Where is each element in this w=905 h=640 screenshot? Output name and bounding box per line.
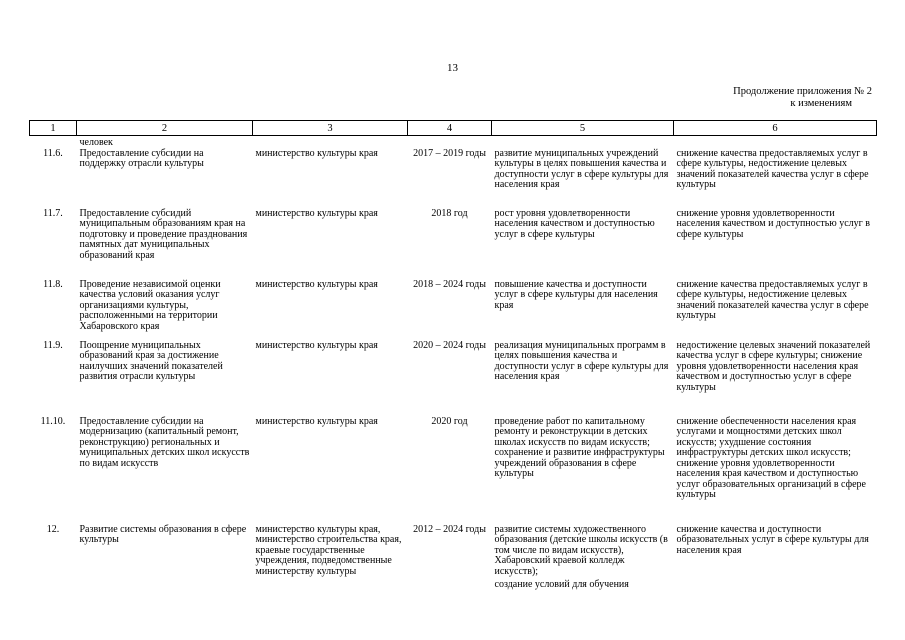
row-executor: министерство культуры края bbox=[255, 278, 378, 290]
row-number: 12. bbox=[46, 523, 60, 535]
continuation-text: человек bbox=[79, 137, 113, 148]
row-period: 2018 – 2024 годы bbox=[413, 278, 486, 290]
row-result: проведение работ по капитальному ремонту и реконструкции в детских школах искусств по видам искусств; сохранение и развитие инфраструктуры учреждений образования в сфере культуры bbox=[494, 415, 665, 479]
header-cell-1: 1 bbox=[30, 121, 77, 136]
row-result: повышение качества и доступности услуг в сфере культуры для населения края bbox=[494, 278, 658, 311]
row-result bbox=[492, 525, 674, 591]
row-event: Предоставление субсидий муниципальным образованиям края на подготовку и проведение празднования памятных дат муниципальных образований края bbox=[79, 207, 248, 261]
row-consequence: снижение обеспеченности населения края услугами и мощностями детских школ искусств; ухудшение состояния инфраструктуры детских школ искусств; снижение уровня удовлетворенности населения края качеством и доступностью услуг образовательных организаций в сфере культуры bbox=[676, 415, 866, 500]
annex-line-2: к изменениям bbox=[790, 98, 852, 109]
measures-table bbox=[29, 120, 877, 591]
row-period: 2012 – 2024 годы bbox=[413, 523, 486, 535]
row-event: Проведение независимой оценки качества условий оказания услуг организациями культуры, расположенными на территории Хабаровского края bbox=[79, 278, 221, 332]
table-row bbox=[30, 209, 877, 280]
table-row bbox=[30, 417, 877, 525]
row-number: 11.8. bbox=[43, 278, 63, 290]
row-consequence: снижение качества предоставляемых услуг в сфере культуры, недостижение целевых значений показателей качества услуг в сфере культуры bbox=[676, 147, 869, 190]
row-event: Развитие системы образования в сфере культуры bbox=[79, 523, 247, 545]
continuation-row bbox=[30, 136, 877, 149]
row-executor: министерство культуры края bbox=[255, 339, 378, 351]
row-consequence: снижение качества и доступности образовательных услуг в сфере культуры для населения края bbox=[676, 523, 869, 556]
table-row bbox=[30, 525, 877, 591]
header-cell-5: 5 bbox=[492, 121, 674, 136]
row-result-part-1: развитие системы художественного образования (детские школы искусств (в том числе по видам искусств), Хабаровский краевой колледж искусств); bbox=[494, 523, 668, 577]
row-result: рост уровня удовлетворенности населения качеством и доступностью услуг в сфере культуры bbox=[494, 207, 655, 240]
row-event: Предоставление субсидии на поддержку отрасли культуры bbox=[79, 147, 204, 169]
header-row bbox=[30, 121, 877, 136]
row-result: развитие муниципальных учреждений культуры в целях повышения качества и доступности услуг в сфере культуры для населения края bbox=[494, 147, 669, 190]
row-consequence: снижение уровня удовлетворенности населения качеством и доступностью услуг в сфере культуры bbox=[676, 207, 870, 240]
row-period: 2020 год bbox=[431, 415, 468, 427]
row-event: Поощрение муниципальных образований края за достижение наилучших значений показателей развития отрасли культуры bbox=[79, 339, 223, 382]
header-cell-4: 4 bbox=[408, 121, 492, 136]
table-row bbox=[30, 149, 877, 209]
page-number: 13 bbox=[447, 62, 458, 74]
row-consequence: недостижение целевых значений показателей качества услуг в сфере культуры; снижение уровня удовлетворенности населения края качеством и доступностью услуг в сфере культуры bbox=[676, 339, 871, 393]
row-result-part-2: создание условий для обучения bbox=[494, 579, 629, 590]
row-period: 2017 – 2019 годы bbox=[413, 147, 486, 159]
row-result: реализация муниципальных программ в целях повышения качества и доступности услуг в сфере культуры для населения края bbox=[494, 339, 669, 382]
row-event: Предоставление субсидии на модернизацию (капитальный ремонт, реконструкцию) региональных и муниципальных детских школ искусств по видам искусств bbox=[79, 415, 250, 469]
row-number: 11.10. bbox=[40, 415, 66, 427]
annex-line-1: Продолжение приложения № 2 bbox=[733, 86, 872, 97]
header-cell-3: 3 bbox=[253, 121, 408, 136]
row-number: 11.9. bbox=[43, 339, 63, 351]
row-executor: министерство культуры края bbox=[255, 415, 378, 427]
table-row bbox=[30, 280, 877, 341]
header-cell-6: 6 bbox=[674, 121, 877, 136]
row-executor: министерство культуры края, министерство строительства края, краевые государственные учреждения, подведомственные министерству культуры bbox=[255, 523, 402, 577]
row-number: 11.6. bbox=[43, 147, 63, 159]
row-number: 11.7. bbox=[43, 207, 63, 219]
row-executor: министерство культуры края bbox=[255, 147, 378, 159]
header-cell-2: 2 bbox=[77, 121, 253, 136]
table-row bbox=[30, 341, 877, 417]
annex-caption bbox=[733, 86, 872, 110]
row-executor: министерство культуры края bbox=[255, 207, 378, 219]
row-period: 2018 год bbox=[431, 207, 468, 219]
row-period: 2020 – 2024 годы bbox=[413, 339, 486, 351]
row-consequence: снижение качества предоставляемых услуг в сфере культуры, недостижение целевых значений показателей качества услуг в сфере культуры bbox=[676, 278, 869, 321]
